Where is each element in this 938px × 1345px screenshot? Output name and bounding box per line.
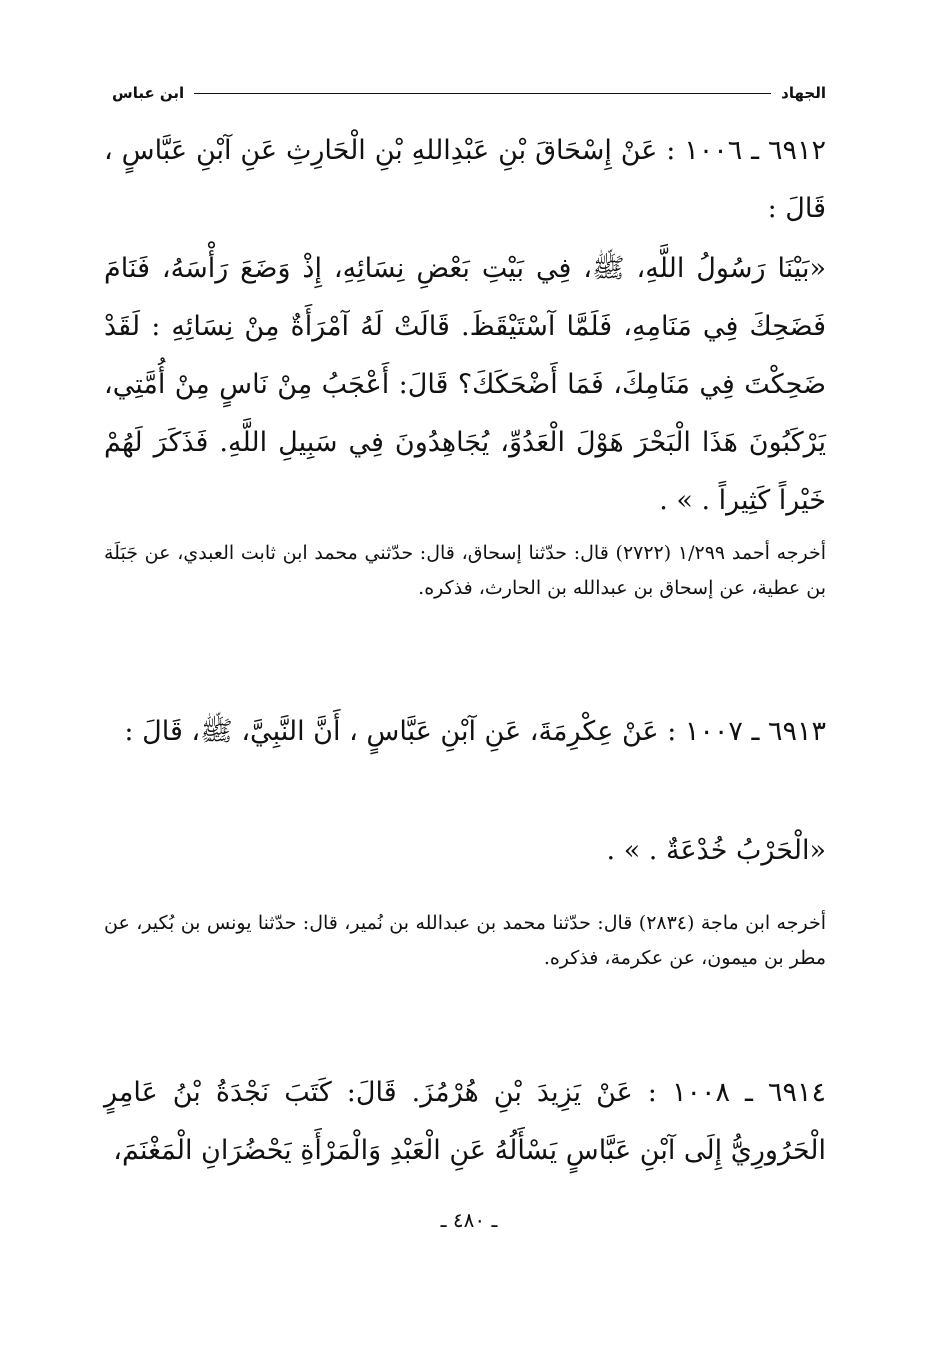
hadith-6913-text (104, 822, 826, 880)
hadith-6912 (104, 122, 826, 238)
hadith-6913-note (104, 906, 826, 976)
hadith-text: «بَيْنَا رَسُولُ اللَّهِ، ﷺ، فِي بَيْتِ بَعْضِ نِسَائِهِ، إِذْ وَضَعَ رَأْسَهُ، فَنَامَ فَضَحِكَ فِي مَنَامِهِ، فَلَمَّا آسْتَيْقَظَ. قَالَتْ لَهُ آمْرَأَةٌ مِنْ نِسَائِهِ : لَقَدْ ضَحِكْتَ فِي مَنَامِكَ، فَمَا أَضْحَكَكَ؟ قَالَ: أَعْجَبُ مِنْ نَاسٍ مِنْ أُمَّتِي، يَرْكَبُونَ هَذَا الْبَحْرَ هَوْلَ الْعَدُوِّ، يُجَاهِدُونَ فِي سَبِيلِ اللَّهِ. فَذَكَرَ لَهُمْ خَيْراً كَثِيراً . » . (104, 253, 826, 516)
hadith-6912-note (104, 536, 826, 606)
hadith-intro: ٦٩١٢ ـ ١٠٠٦ : عَنْ إِسْحَاقَ بْنِ عَبْدِاللهِ بْنِ الْحَارِثِ عَنِ آبْنِ عَبَّاسٍ ، قَالَ : (104, 135, 826, 224)
chapter-title: الجهاد (781, 84, 826, 102)
hadith-intro: ٦٩١٤ ـ ١٠٠٨ : عَنْ يَزِيدَ بْنِ هُرْمُزَ. قَالَ: كَتَبَ نَجْدَةُ بْنُ عَامِرٍ الْحَرُورِيُّ إِلَى آبْنِ عَبَّاسٍ يَسْأَلُهُ عَنِ الْعَبْدِ وَالْمَرْأَةِ يَحْضُرَانِ الْمَغْنَمَ، (104, 1077, 827, 1166)
narrator-title: ابن عباس (112, 84, 185, 102)
hadith-source-note: أخرجه ابن ماجة (٢٨٣٤) قال: حدّثنا محمد بن عبدالله بن نُمير، قال: حدّثنا يونس بن بُكير، عن مطر بن ميمون، عن عكرمة، فذكره. (104, 912, 826, 969)
hadith-text: «الْحَرْبُ خُدْعَةٌ . » . (606, 835, 826, 866)
header-rule (194, 93, 771, 94)
hadith-6913 (104, 703, 826, 761)
hadith-source-note: أخرجه أحمد ١/٢٩٩ (٢٧٢٢) قال: حدّثنا إسحاق، قال: حدّثني محمد ابن ثابت العبدي، عن جَبَلَة بن عطية، عن إسحاق بن عبدالله بن الحارث، فذكره. (104, 542, 827, 599)
page-number: ـ ٤٨٠ ـ (440, 1208, 498, 1232)
hadith-intro: ٦٩١٣ ـ ١٠٠٧ : عَنْ عِكْرِمَةَ، عَنِ آبْنِ عَبَّاسٍ ، أَنَّ النَّبِيَّ، ﷺ، قَالَ : (124, 716, 826, 747)
hadith-6914 (104, 1064, 826, 1180)
hadith-6912-text (104, 240, 826, 530)
running-header (112, 80, 826, 106)
